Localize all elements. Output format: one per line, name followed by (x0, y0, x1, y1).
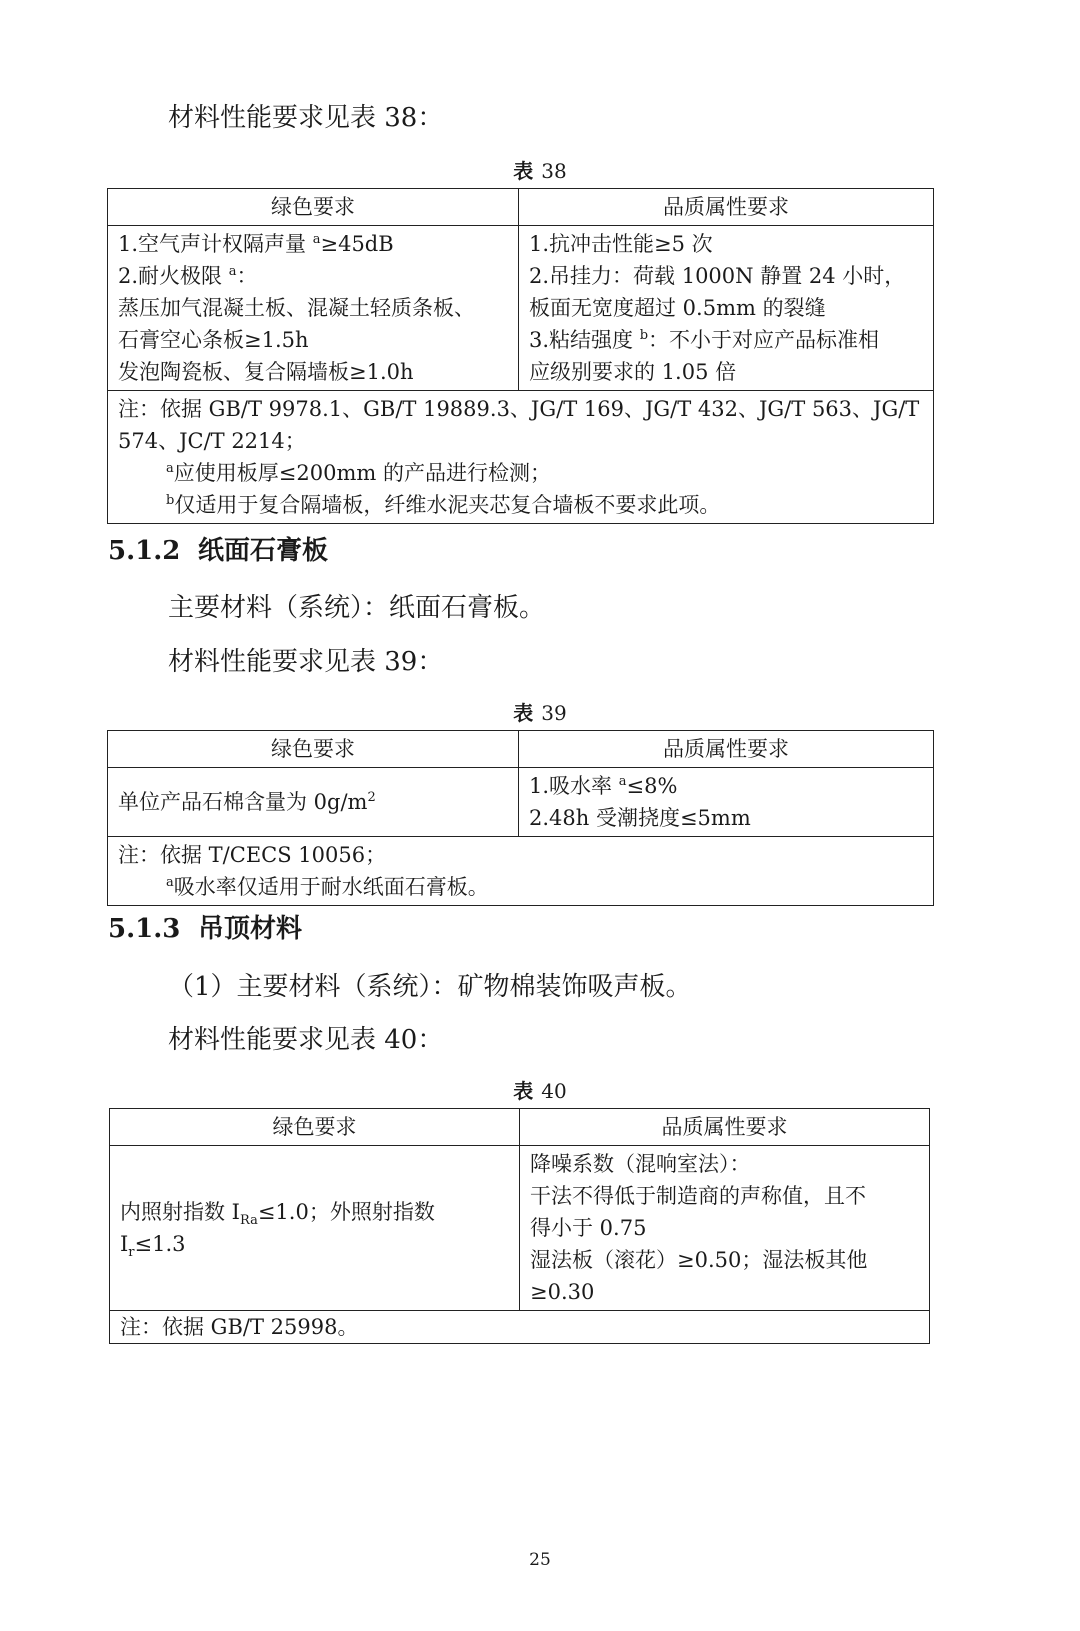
note-line: 注：依据 GB/T 9978.1、GB/T 19889.3、JG/T 169、JG/T 432、JG/T 563、JG/T (118, 397, 920, 421)
header-green-requirements: 绿色要求 (110, 1109, 520, 1146)
text-part: ： (236, 264, 258, 288)
note-line (118, 457, 923, 489)
table-caption-label: 表 (513, 701, 534, 725)
table-row (108, 768, 934, 837)
section-number: 5.1.2 (108, 536, 181, 566)
cell-line (529, 770, 923, 802)
table-caption-number: 39 (541, 701, 567, 725)
page-number: 25 (529, 1550, 551, 1570)
text-part: 仅适用于复合隔墙板，纤维水泥夹芯复合墙板不要求此项。 (174, 493, 721, 517)
section-heading-5-1-3 (108, 912, 302, 946)
cell-line: 应级别要求的 1.05 倍 (529, 360, 737, 384)
text-part: 吸水率仅适用于耐水纸面石膏板。 (173, 875, 489, 899)
cell-line (118, 228, 508, 260)
cell-line: 石膏空心条板≥1.5h (118, 328, 309, 352)
text-part: ≤8% (626, 774, 678, 798)
text-part: 应使用板厚≤200mm 的产品进行检测； (173, 461, 551, 485)
cell-line: 板面无宽度超过 0.5mm 的裂缝 (529, 296, 826, 320)
section-number: 5.1.3 (108, 914, 181, 944)
text-part: I (120, 1232, 129, 1256)
quality-requirements-cell (519, 768, 934, 837)
table-38-caption (0, 158, 1080, 184)
quality-requirements-cell (520, 1146, 930, 1311)
table-caption-label: 表 (513, 1079, 534, 1103)
table-note (108, 391, 934, 524)
note-line: 注：依据 GB/T 25998。 (120, 1315, 359, 1339)
subscript: r (128, 1245, 135, 1261)
cell-line: 2.吊挂力：荷载 1000N 静置 24 小时， (529, 264, 906, 288)
table-caption-number: 38 (541, 159, 567, 183)
table-39 (107, 730, 934, 906)
cell-line: 得小于 0.75 (530, 1216, 647, 1240)
text-part: 1.空气声计权隔声量 (118, 232, 313, 256)
table-header-row (110, 1109, 930, 1146)
intro-table-39: 材料性能要求见表 39： (168, 647, 444, 677)
table-note (110, 1311, 930, 1344)
footnote-marker: a (618, 774, 627, 789)
text-part: ：不小于对应产品标准相 (648, 328, 880, 352)
note-line (118, 871, 923, 903)
header-quality-requirements: 品质属性要求 (520, 1109, 930, 1146)
table-note-row (110, 1311, 930, 1344)
footnote-marker: a (166, 875, 174, 890)
table-note (108, 837, 934, 906)
main-material-5-1-2: 主要材料（系统）：纸面石膏板。 (168, 593, 546, 623)
text-part: 单位产品石棉含量为 0g/m (118, 790, 368, 814)
text-part: 2.耐火极限 (118, 264, 229, 288)
subscript: Ra (239, 1213, 258, 1229)
section-title: 吊顶材料 (198, 914, 303, 944)
cell-line (529, 324, 923, 356)
footnote-marker: b (639, 328, 649, 343)
main-material-5-1-3: （1）主要材料（系统）：矿物棉装饰吸声板。 (168, 972, 692, 1002)
text-part: ≤1.0；外照射指数 (257, 1200, 435, 1224)
header-quality-requirements: 品质属性要求 (519, 189, 934, 226)
text-part: 1.吸水率 (529, 774, 619, 798)
cell-line: 2.48h 受潮挠度≤5mm (529, 806, 751, 830)
table-row (110, 1146, 930, 1311)
cell-line (120, 1228, 509, 1260)
cell-line: 蒸压加气混凝土板、混凝土轻质条板、 (118, 296, 475, 320)
text-part: ≤1.3 (134, 1232, 186, 1256)
table-40 (109, 1108, 930, 1344)
text-part: 3.粘结强度 (529, 328, 640, 352)
text-part: ≥45dB (320, 232, 394, 256)
footnote-marker: a (312, 232, 321, 247)
cell-line: 发泡陶瓷板、复合隔墙板≥1.0h (118, 360, 414, 384)
green-requirements-cell (108, 226, 519, 391)
cell-line: 湿法板（滚花）≥0.50；湿法板其他 (530, 1248, 868, 1272)
header-green-requirements: 绿色要求 (108, 189, 519, 226)
table-38 (107, 188, 934, 524)
cell-line: 降噪系数（混响室法）： (530, 1152, 751, 1176)
green-requirements-cell (110, 1146, 520, 1311)
table-header-row (108, 189, 934, 226)
table-header-row (108, 731, 934, 768)
cell-line: ≥0.30 (530, 1280, 595, 1304)
note-line: 574、JC/T 2214； (118, 429, 306, 453)
note-line: 注：依据 T/CECS 10056； (118, 843, 387, 867)
header-green-requirements: 绿色要求 (108, 731, 519, 768)
intro-table-38: 材料性能要求见表 38： (168, 103, 444, 133)
table-note-row (108, 391, 934, 524)
footnote-marker: a (228, 264, 237, 279)
section-title: 纸面石膏板 (198, 536, 329, 566)
green-requirements-cell (108, 768, 519, 837)
cell-line (118, 260, 508, 292)
header-quality-requirements: 品质属性要求 (519, 731, 934, 768)
table-40-caption (0, 1078, 1080, 1104)
text-part: 内照射指数 I (120, 1200, 240, 1224)
table-note-row (108, 837, 934, 906)
cell-line (120, 1196, 509, 1228)
table-caption-number: 40 (541, 1079, 567, 1103)
note-line (118, 489, 923, 521)
section-heading-5-1-2 (108, 534, 328, 568)
table-39-caption (0, 700, 1080, 726)
footnote-marker: a (166, 461, 174, 476)
cell-line: 干法不得低于制造商的声称值，且不 (530, 1184, 866, 1208)
table-caption-label: 表 (513, 159, 534, 183)
quality-requirements-cell (519, 226, 934, 391)
cell-line: 1.抗冲击性能≥5 次 (529, 232, 713, 256)
superscript: 2 (367, 790, 376, 805)
footnote-marker: b (166, 493, 175, 508)
table-row (108, 226, 934, 391)
intro-table-40: 材料性能要求见表 40： (168, 1025, 444, 1055)
